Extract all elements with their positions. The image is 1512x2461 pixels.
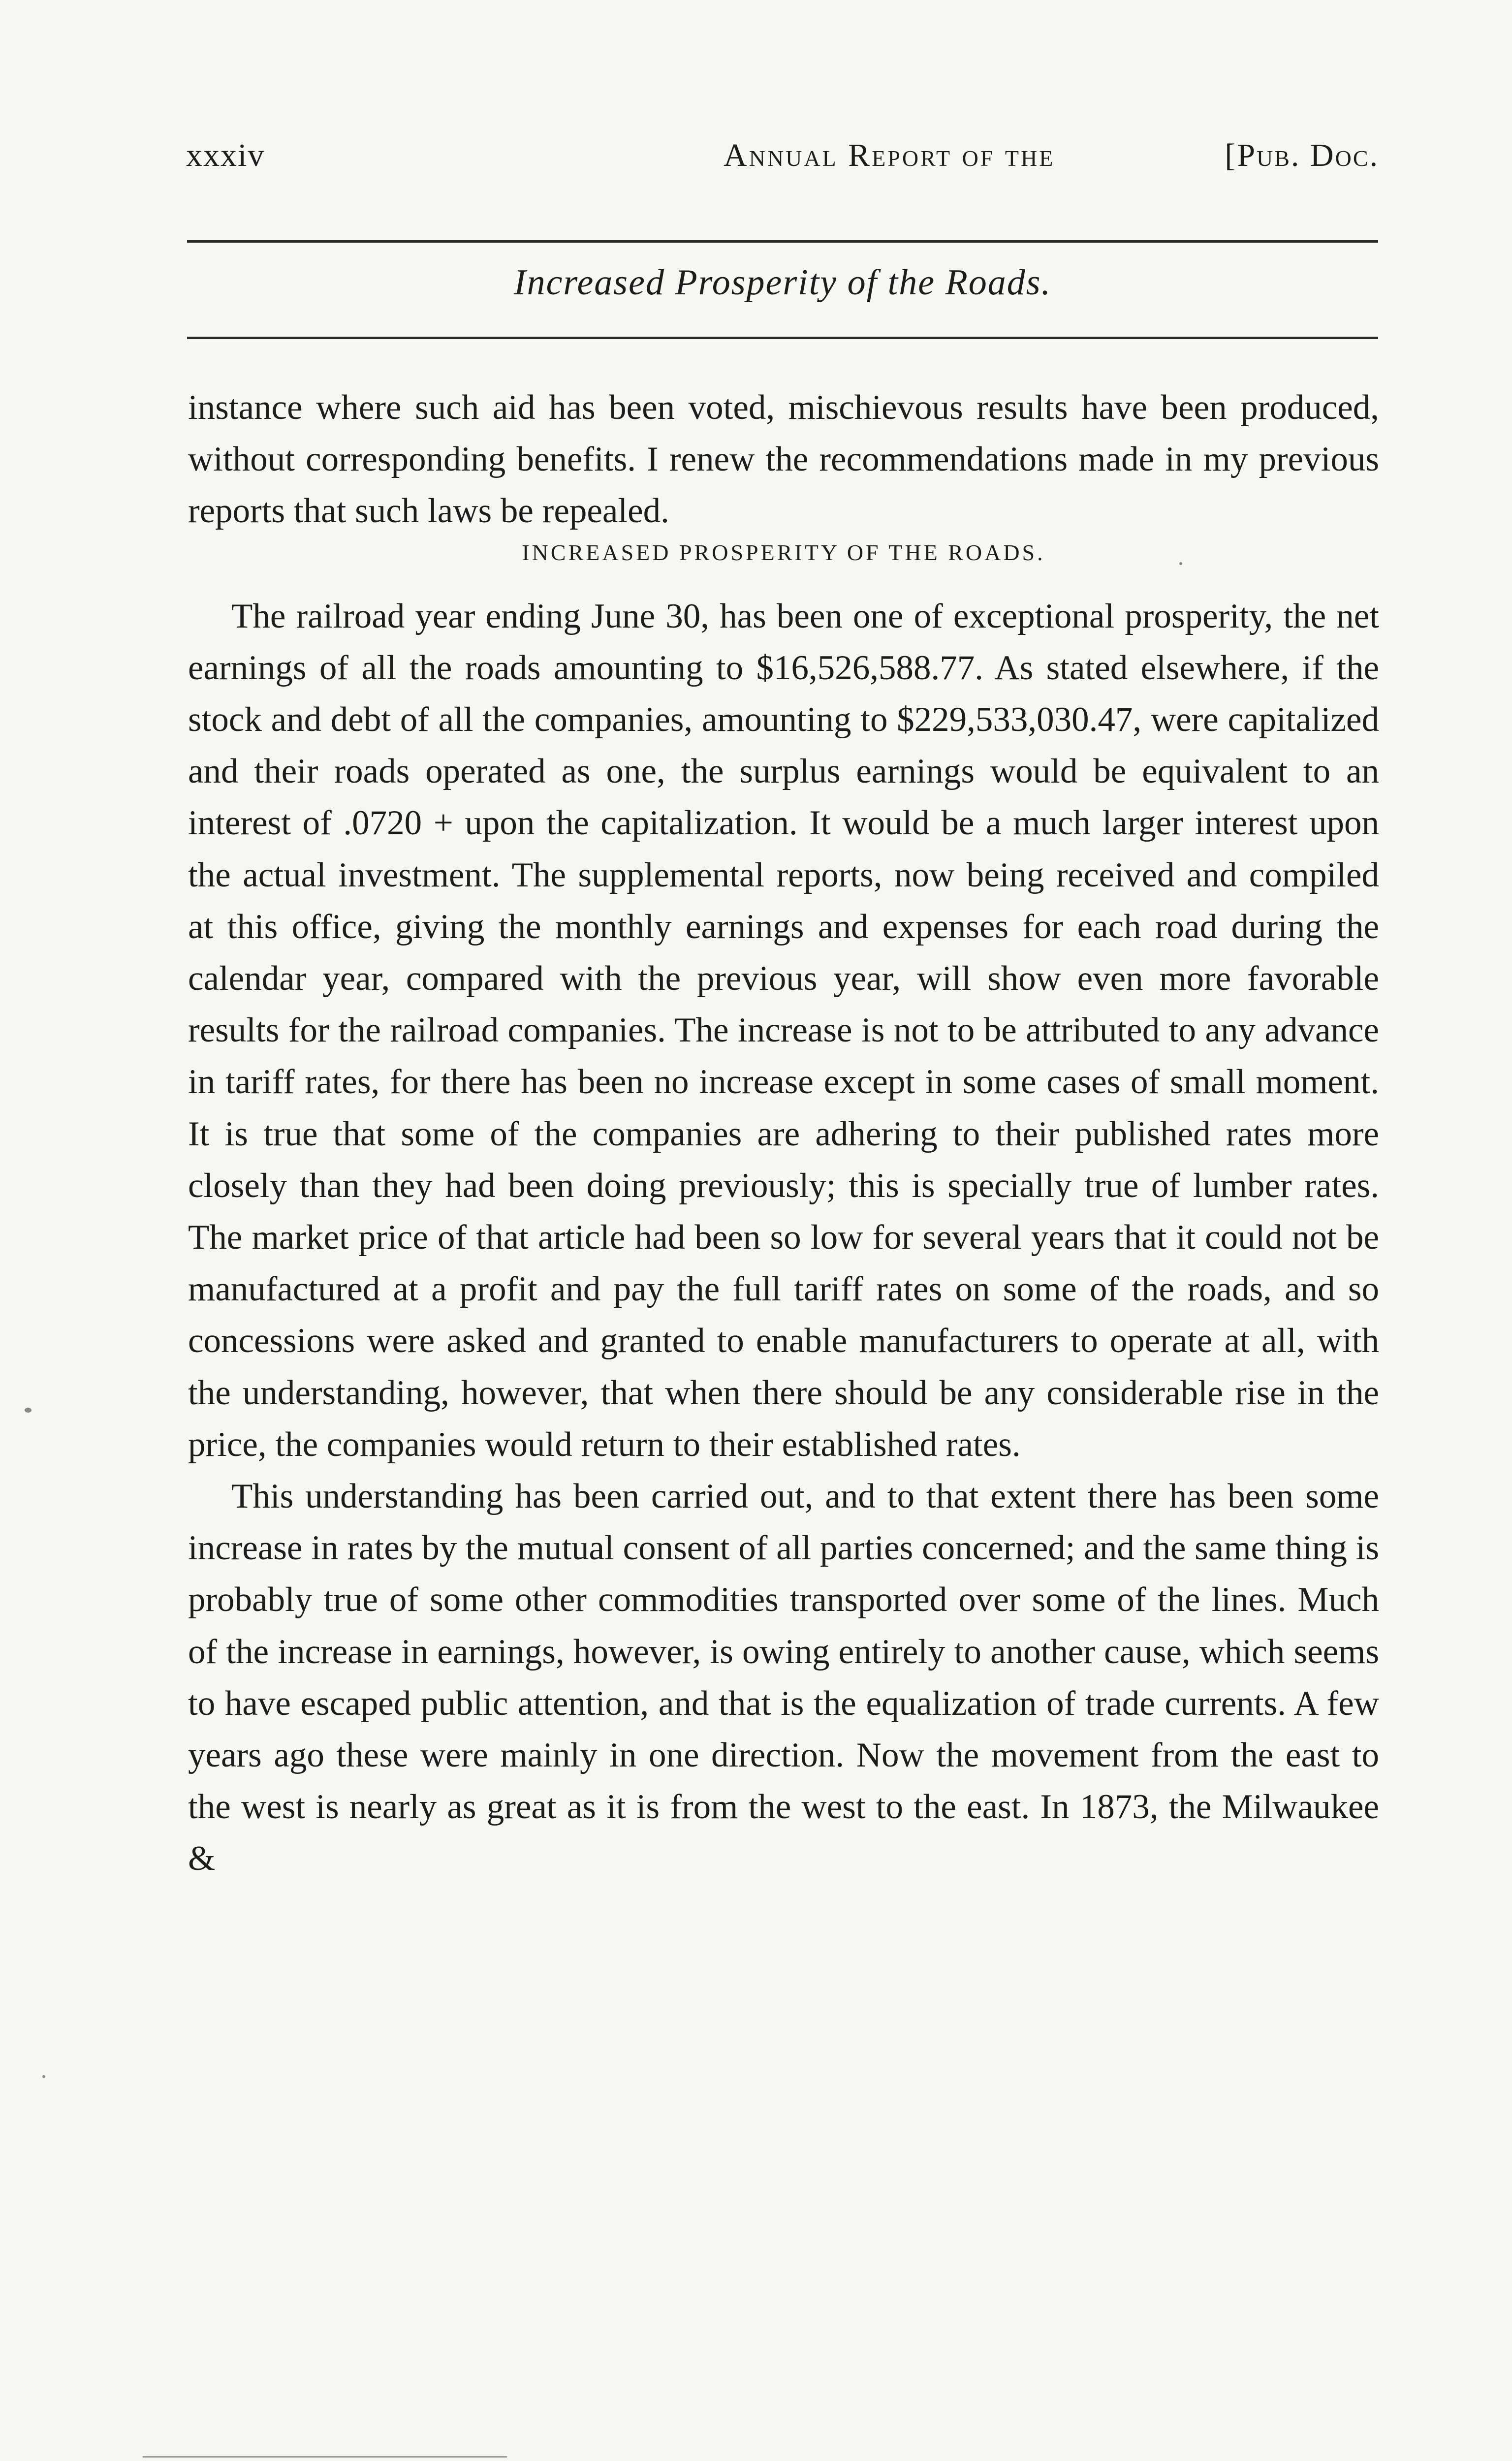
running-title: Annual Report of the [724, 137, 1055, 173]
paragraph: This understanding has been carried out, and to that extent there has been some increase in rates by the mutual consent of all parties concerned; and the same thing is probably true of some other commodities transported over some of the lines. Much of the increase in earnings, however, is owing entirely to another cause, which seems to have escaped public attention, and that is the equalization of trade currents. A few years ago these were mainly in one direction. Now the movement from the east to the west is nearly as great as it is from the west to the east. In 1873, the Milwaukee & [188, 1477, 1379, 1878]
footer-rule [143, 2456, 507, 2458]
margin-mark [25, 1408, 32, 1413]
section-heading: Increased Prosperity of the Roads. [513, 262, 1052, 303]
document-reference: [Pub. Doc. [1225, 137, 1379, 173]
body-text [188, 382, 1379, 1885]
page-number: xxxiv [186, 137, 265, 173]
page-header [186, 137, 1379, 181]
header-rule-top [187, 240, 1378, 243]
subheading: INCREASED PROSPERITY OF THE ROADS. [522, 539, 1045, 565]
margin-mark [42, 2075, 45, 2078]
paragraph: The railroad year ending June 30, has been one of exceptional prosperity, the net earnings of all the roads amounting to $16,526,588.77. As stated elsewhere, if the stock and debt of all the companies, amounting to $229,533,030.47, were capitalized and their roads operated as one, the surplus earnings would be equivalent to an interest of .0720 + upon the capitalization. It would be a much larger interest upon the actual investment. The supplemental reports, now being received and compiled at this office, giving the monthly earnings and expenses for each road during the calendar year, compared with the previous year, will show even more favorable results for the railroad companies. The increase is not to be attributed to any advance in tariff rates, for there has been no increase except in some cases of small moment. It is true that some of the companies are adhering to their published rates more closely than they had been doing previously; this is specially true of lumber rates. The market price of that article had been so low for several years that it could not be manufactured at a profit and pay the full tariff rates on some of the roads, and so concessions were asked and granted to enable manufacturers to operate at all, with the understanding, however, that when there should be any considerable rise in the price, the companies would return to their established rates. [188, 597, 1379, 1464]
header-rule-bottom [187, 337, 1378, 339]
margin-mark [1179, 562, 1182, 565]
paragraph-continued: instance where such aid has been voted, mischievous results have been produced, without corresponding benefits. I renew the recommendations made in my previous reports that such laws be repealed. [188, 388, 1379, 531]
